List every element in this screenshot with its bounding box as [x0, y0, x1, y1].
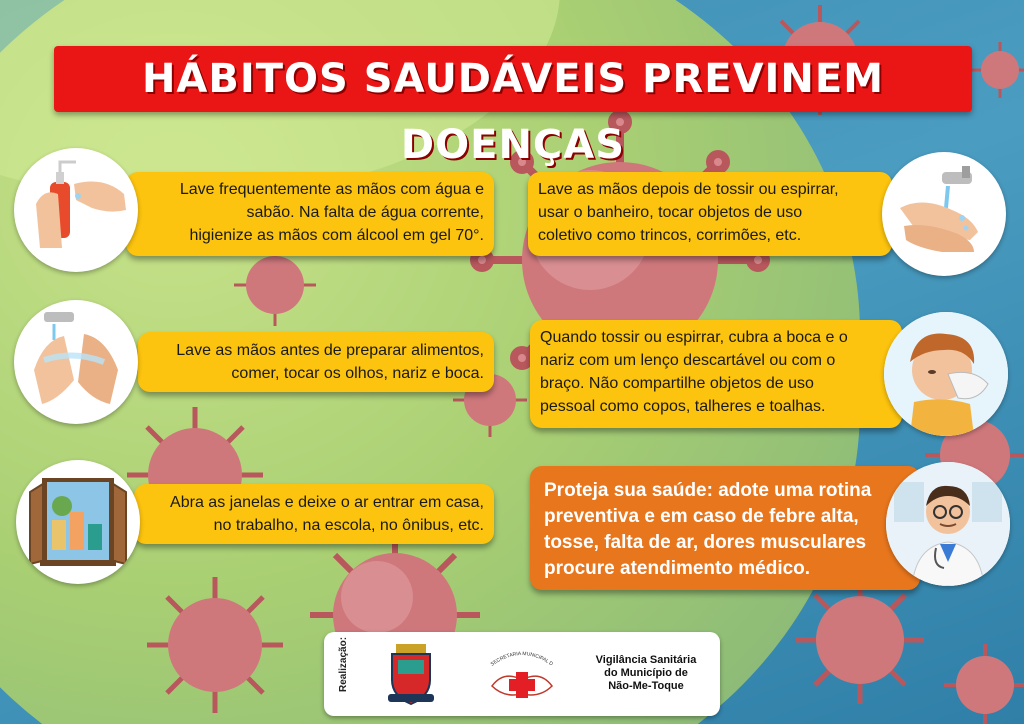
tip-line: comer, tocar os olhos, nariz e boca.: [231, 365, 484, 382]
seal-text: SECRETARIA MUNICIPAL D: [489, 650, 554, 668]
open-window-icon: [16, 460, 140, 584]
tip-line: Lave as mãos depois de tossir ou espirrar,: [538, 181, 839, 198]
title-banner: [54, 46, 972, 168]
tip-line: higienize as mãos com álcool em gel 70°.: [189, 227, 484, 244]
tip-line: tosse, falta de ar, dores musculares: [544, 532, 867, 553]
virus-decoration-icon: [140, 570, 290, 720]
virus-decoration-icon: [970, 40, 1024, 100]
tip-line: braço. Não compartilhe objetos de uso: [540, 375, 814, 392]
org-line: do Município de: [604, 667, 688, 679]
page-title: HÁBITOS SAUDÁVEIS PREVINEM DOENÇAS: [141, 56, 885, 168]
washing-hands-icon: [14, 300, 138, 424]
tip-line: Proteja sua saúde: adote uma rotina: [544, 480, 872, 501]
tip-line: Lave frequentemente as mãos com água e: [179, 181, 484, 198]
virus-decoration-icon: [940, 640, 1024, 724]
footer-credits: [324, 632, 720, 716]
tip-line: no trabalho, na escola, no ônibus, etc.: [213, 517, 484, 534]
virus-decoration-icon: [790, 570, 930, 710]
tip-line: Lave as mãos antes de preparar alimentos,: [176, 342, 484, 359]
tip-line: usar o banheiro, tocar objetos de uso: [538, 204, 803, 221]
tip-line: Abra as janelas e deixe o ar entrar em casa,: [170, 494, 484, 511]
tip-wash-after-cough: [528, 172, 892, 256]
tip-line: sabão. Na falta de água corrente,: [246, 204, 484, 221]
tip-line: preventiva e em caso de febre alta,: [544, 506, 859, 527]
tip-line: pessoal como copos, talheres e toalhas.: [540, 398, 826, 415]
svg-text:SECRETARIA MUNICIPAL DA SAÚDE: [484, 640, 554, 668]
footer-organization: [586, 654, 706, 693]
health-secretary-seal-icon: [484, 640, 560, 708]
tip-line: coletivo como trincos, corrimões, etc.: [538, 227, 802, 244]
org-line: Vigilância Sanitária: [595, 654, 697, 666]
washing-hands-faucet-icon: [882, 152, 1006, 276]
tip-seek-medical-care: [530, 466, 920, 590]
tip-cover-cough: [530, 320, 902, 428]
tip-open-windows: [134, 484, 494, 544]
tip-hand-sanitizer: [126, 172, 494, 256]
footer-realizacao-label: Realização:: [338, 636, 349, 692]
tip-line: Quando tossir ou espirrar, cubra a boca e o: [540, 329, 848, 346]
sneezing-boy-icon: [884, 312, 1008, 436]
org-line: Não-Me-Toque: [608, 680, 684, 692]
tip-wash-before-eating: [138, 332, 494, 392]
municipal-coat-of-arms-icon: [386, 642, 436, 706]
doctor-icon: [886, 462, 1010, 586]
hand-sanitizer-icon: [14, 148, 138, 272]
tip-line: procure atendimento médico.: [544, 558, 811, 579]
tip-line: nariz com um lenço descartável ou com o: [540, 352, 836, 369]
